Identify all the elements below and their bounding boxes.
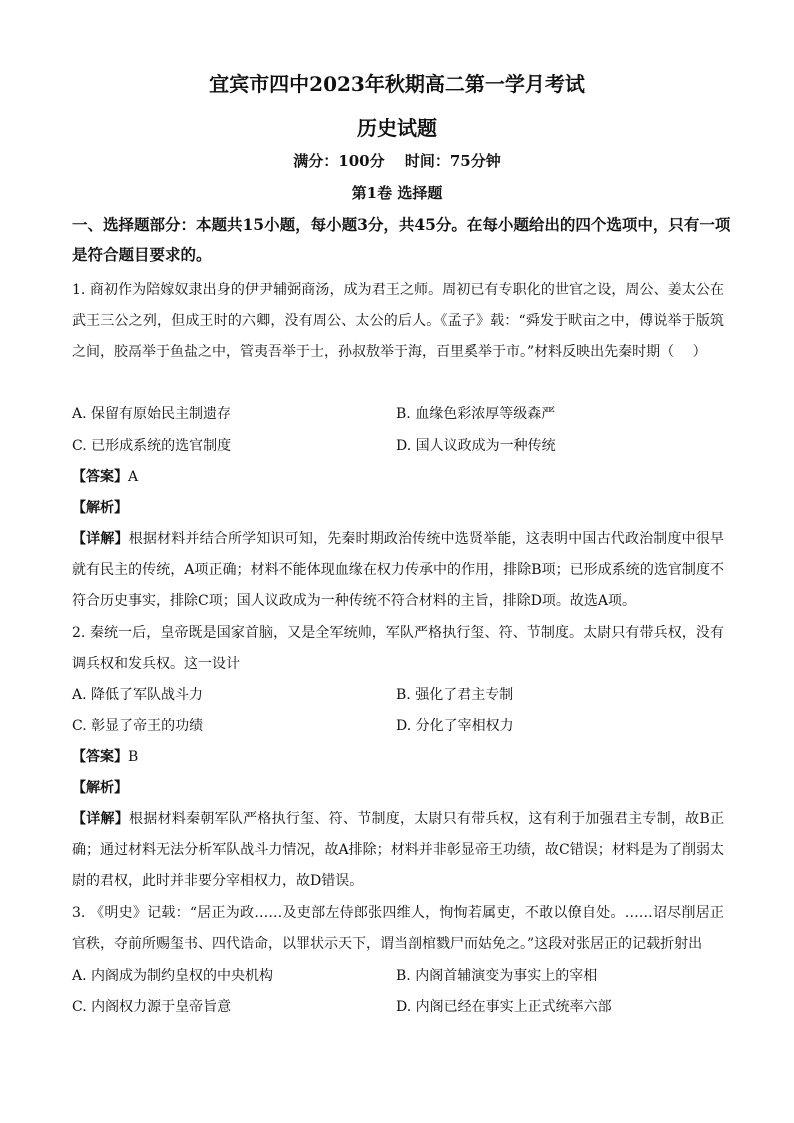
question-3-option-b: B. 内阁首辅演变为事实上的宰相	[396, 968, 598, 984]
question-2-option-b: B. 强化了君主专制	[396, 687, 514, 703]
subject-title: 历史试题	[357, 116, 437, 140]
question-3-option-d: D. 内阁已经在事实上正式统率六部	[396, 999, 612, 1015]
question-2-answer	[72, 747, 138, 767]
detail-tag: 【详解】	[72, 811, 130, 827]
question-1-analysis: 【解析】	[72, 500, 128, 516]
question-1-option-d: D. 国人议政成为一种传统	[396, 438, 556, 454]
question-2-detail	[72, 804, 724, 898]
question-2-stem: 2. 秦统一后，皇帝既是国家首脑，又是全军统帅，军队严格执行玺、符、节制度。太尉只有带兵权，没有调兵权和发兵权。这一设计	[72, 625, 724, 673]
detail-text: 根据材料并结合所学知识可知，先秦时期政治传统中选贤举能，这表明中国古代政治制度中很早就有民主的传统，A项正确；材料不能体现血缘在权力传承中的作用，排除B项；已形成系统的选官制度不符合历史事实，排除C项；国人议政成为一种传统不符合材料的主旨，排除D项。故选A项。	[72, 531, 725, 610]
question-1-option-b: B. 血缘色彩浓厚等级森严	[396, 406, 556, 422]
question-3-option-c: C. 内阁权力源于皇帝旨意	[72, 999, 232, 1015]
exam-meta: 满分：100分 时间：75分钟	[293, 152, 501, 170]
question-1-stem: 1. 商初作为陪嫁奴隶出身的伊尹辅弼商汤，成为君王之师。周初已有专职化的世官之设，周公、姜太公在武王三公之列，但成王时的六卿，没有周公、太公的后人。《孟子》载：“舜发于畎亩之中，傅说举于版筑之间，胶鬲举于鱼盐之中，管夷吾举于士，孙叔敖举于海，百里奚举于市。”材料反映出先秦时期（ ）	[72, 282, 724, 361]
question-1-answer	[72, 467, 138, 487]
volume-title: 第1卷 选择题	[351, 184, 443, 202]
question-1-detail	[72, 524, 724, 618]
answer-tag: 【答案】	[72, 469, 128, 485]
exam-title: 宜宾市四中2023年秋期高二第一学月考试	[209, 72, 585, 96]
question-1-option-a: A. 保留有原始民主制遗存	[72, 406, 232, 422]
question-2-option-d: D. 分化了宰相权力	[396, 718, 514, 734]
question-2-analysis: 【解析】	[72, 780, 128, 796]
question-3-option-a: A. 内阁成为制约皇权的中央机构	[72, 968, 274, 984]
section-instructions: 一、选择题部分：本题共15小题，每小题3分，共45分。在每小题给出的四个选项中，只有一项是符合题目要求的。	[72, 215, 731, 264]
answer-value: A	[128, 469, 139, 485]
question-3-stem: 3. 《明史》记载：“居正为政……及吏部左侍郎张四维人，恂恂若属吏，不敢以僚自处。……诏尽削居正官秩，夺前所赐玺书、四代诰命，以罪状示天下，谓当剖棺戮尸而姑免之。”这段对张居正的记载折射出	[72, 905, 724, 953]
answer-value: B	[128, 749, 139, 765]
answer-tag: 【答案】	[72, 749, 128, 765]
detail-tag: 【详解】	[72, 531, 129, 547]
question-1-option-c: C. 已形成系统的选官制度	[72, 438, 232, 454]
question-2-option-a: A. 降低了军队战斗力	[72, 687, 204, 703]
detail-text: 根据材料秦朝军队严格执行玺、符、节制度，太尉只有带兵权，这有利于加强君主专制，故B正确；通过材料无法分析军队战斗力情况，故A排除；材料并非彰显帝王功绩，故C错误；材料是为了削弱太尉的君权，此时并非要分宰相权力，故D错误。	[72, 811, 724, 890]
question-2-option-c: C. 彰显了帝王的功绩	[72, 718, 204, 734]
